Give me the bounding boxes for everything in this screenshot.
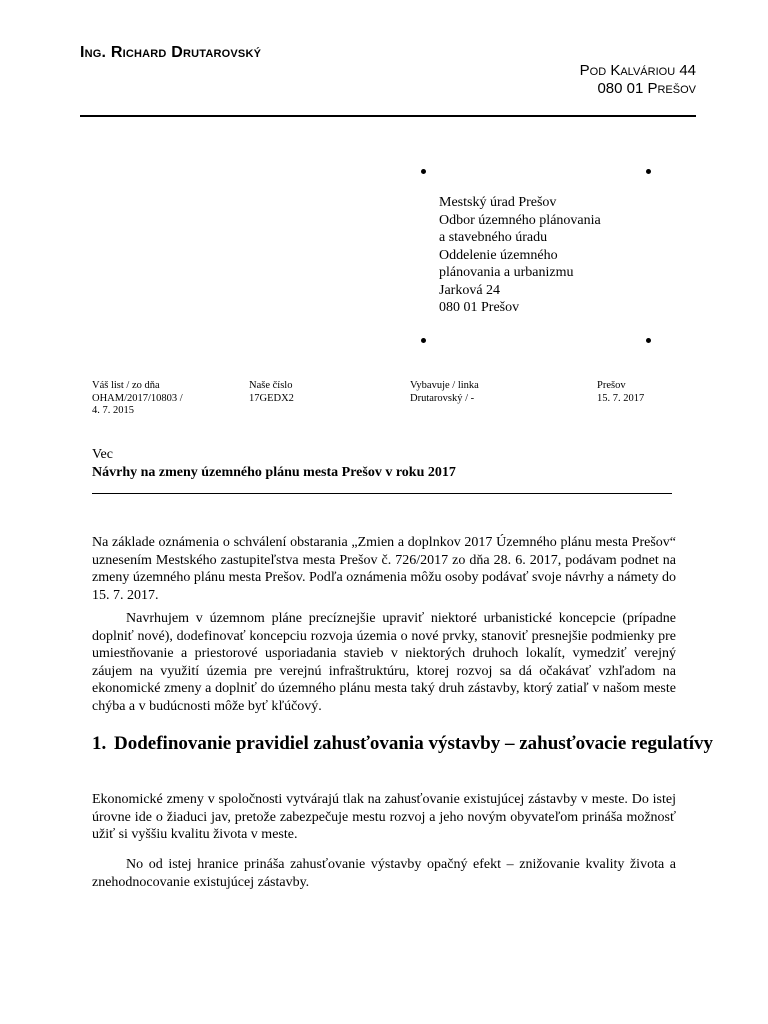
recipient-line: 080 01 Prešov [439,300,520,315]
section-number: 1. [92,733,107,754]
ref-value: 17GEDX2 [249,392,294,404]
ref-label: Naše číslo [249,380,293,391]
body-paragraph-1: Na základe oznámenia o schválení obstarania „Zmien a doplnkov 2017 Územného plánu mesta Prešov“ uznesením Mestského zastupiteľstva mesta Prešov č. 726/2017 zo dňa 28. 6. 2017, podávam podnet na zmeny územného plánu mesta Prešov. Podľa oznámenia môžu osoby podávať svoje návrhy a námety do 15. 7. 2017. [92,535,676,603]
recipient-line: a stavebného úradu [439,230,548,245]
subject-label: Vec [92,447,113,462]
section-heading-1 [92,732,714,756]
letterhead-divider [80,115,696,117]
window-mark-top-left [421,169,426,174]
ref-our-number [249,380,294,405]
sender-street: Pod Kalváriou 44 [579,62,696,79]
ref-label: Prešov [597,380,626,391]
ref-value: 4. 7. 2015 [92,405,134,416]
recipient-line: Jarková 24 [439,282,501,298]
body-paragraph-2: Navrhujem v územnom pláne precíznejšie upraviť niektoré urbanistické koncepcie (prípadne doplniť nové), dodefinovať koncepciu rozvoja územia o nové prvky, stanoviť presnejšie podmienky pre umiestňovanie a priestorové usporiadania stavieb v niektorých druhoch lokalít, vymedziť verejný záujem na využití územia pre verejnú infraštruktúru, ktorej rozvoj sa dá očakávať vzhľadom na ekonomické zmeny a doplniť do územného plánu mesta taký druh zástavby, ktorý zatiaľ v našom meste chýba a v budúcnosti môže byť kľúčový. [92,611,676,714]
window-mark-bottom-right [646,338,651,343]
ref-value: Drutarovský / - [410,392,475,404]
ref-your-letter [92,380,183,418]
ref-handled-by [410,380,479,405]
subject-title: Návrhy na zmeny územného plánu mesta Prešov v roku 2017 [92,465,456,480]
sender-name: Ing. Richard Drutarovský [80,44,262,61]
ref-place-date [597,380,644,405]
subject-divider [92,493,672,494]
window-mark-top-right [646,169,651,174]
recipient-line: plánovania a urbanizmu [439,265,574,280]
ref-label: Vybavuje / linka [410,380,479,391]
ref-value: 15. 7. 2017 [597,392,645,404]
sender-city: 080 01 Prešov [597,80,696,97]
window-mark-bottom-left [421,338,426,343]
recipient-address [439,194,601,317]
recipient-line: Oddelenie územného [439,247,558,263]
recipient-line: Odbor územného plánovania [439,212,601,228]
recipient-line: Mestský úrad Prešov [439,195,557,210]
ref-label: Váš list / zo dňa [92,380,160,391]
body-paragraph-4: No od istej hranice prináša zahusťovanie výstavby opačný efekt – znižovanie kvality života a znehodnocovanie existujúcej zástavby. [92,857,676,890]
section-title: Dodefinovanie pravidiel zahusťovania výstavby – zahusťovacie regulatívy [114,733,713,754]
body-paragraph-3: Ekonomické zmeny v spoločnosti vytvárajú tlak na zahusťovanie existujúcej zástavby v meste. Do istej úrovne ide o žiaduci jav, pretože zabezpečuje mestu rozvoj a jeho novým obyvateľom prináša možnosť užiť si vyššiu kvalitu života v meste. [92,792,676,842]
sender-address [580,62,696,98]
ref-value: OHAM/2017/10803 / [92,392,183,404]
